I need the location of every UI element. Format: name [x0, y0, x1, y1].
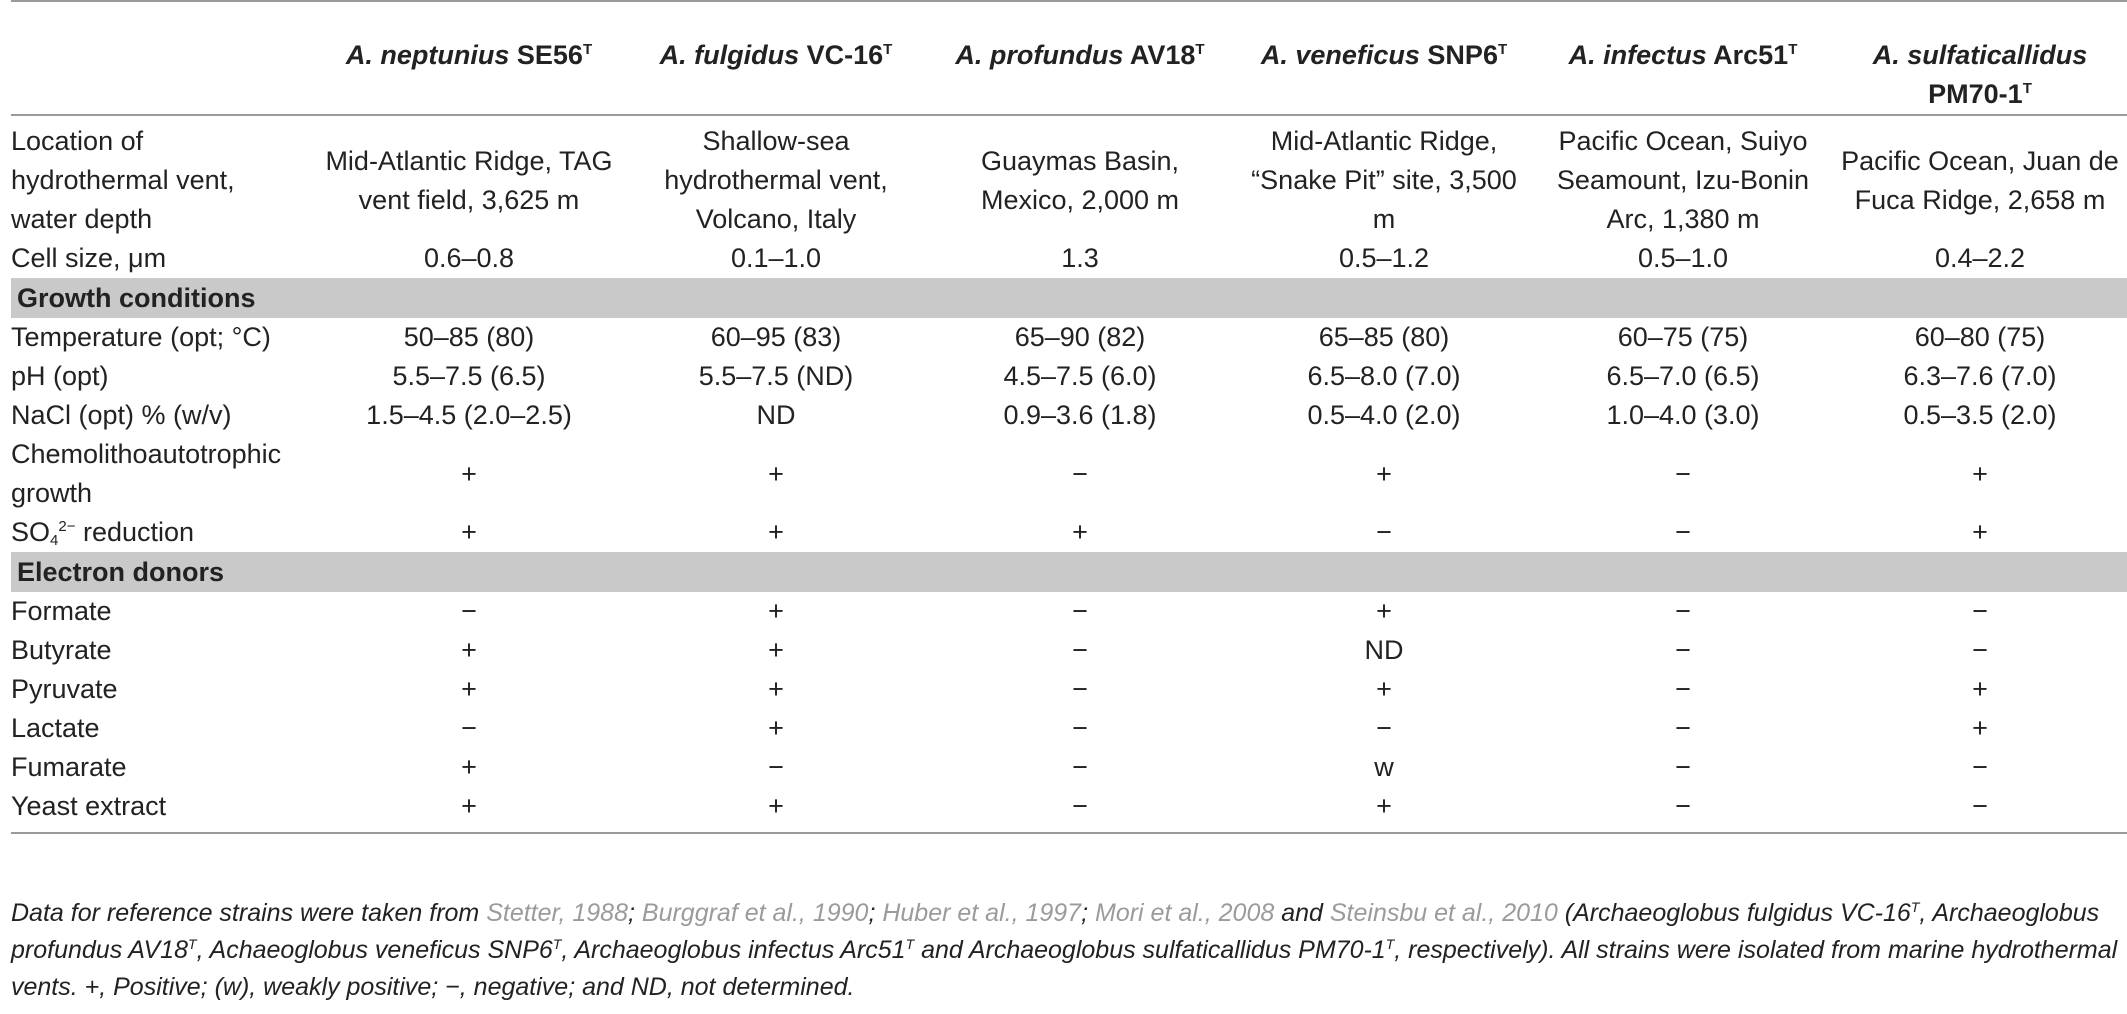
row-label: $SO_4^{2-}$ reduction	[11, 517, 195, 549]
table-cell: −	[1675, 517, 1691, 547]
table-cell: Guaymas Basin, Mexico, 2,000 m	[980, 145, 1180, 215]
table-cell: w	[1374, 752, 1394, 782]
table-cell: −	[1675, 752, 1691, 782]
table-cell: +	[461, 674, 477, 704]
header-strain-6: A. sulfaticallidus $PM70-1^T$	[1833, 1, 2127, 115]
table-cell: −	[461, 713, 477, 743]
table-cell: Mid-Atlantic Ridge, “Snake Pit” site, 3,500 m	[1251, 126, 1517, 234]
table-row-formate	[11, 592, 2127, 631]
row-label: pH (opt)	[11, 361, 109, 391]
row-label: Chemolithoautotrophic growth	[11, 439, 282, 508]
section-header-growth	[11, 278, 2127, 318]
table-cell: −	[768, 752, 784, 782]
table-cell: −	[1376, 713, 1392, 743]
header-strain-5: A. infectus $Arc51^T$	[1533, 1, 1833, 115]
table-cell: +	[1972, 674, 1988, 704]
table-cell: 5.5–7.5 (ND)	[698, 361, 854, 391]
table-cell: ND	[756, 400, 796, 430]
table-cell: −	[1072, 635, 1088, 665]
table-cell: +	[627, 787, 925, 833]
table-cell: +	[1235, 787, 1533, 833]
table-cell: 6.3–7.6 (7.0)	[1903, 361, 2057, 391]
table-cell: +	[461, 635, 477, 665]
section-header-donors	[11, 552, 2127, 592]
table-cell: +	[1972, 713, 1988, 743]
table-cell: +	[461, 517, 477, 547]
table-cell: 50–85 (80)	[403, 322, 535, 352]
table-cell: 0.5–4.0 (2.0)	[1307, 400, 1461, 430]
table-cell: Pacific Ocean, Juan de Fuca Ridge, 2,658 m	[1841, 145, 2119, 215]
table-cell: Mid-Atlantic Ridge, TAG vent field, 3,625 m	[325, 145, 613, 215]
table-cell: 5.5–7.5 (6.5)	[392, 361, 546, 391]
table-cell: 0.1–1.0	[730, 243, 822, 273]
row-label: Cell size, μm	[11, 243, 167, 273]
table-cell: 0.4–2.2	[1934, 243, 2026, 273]
section-title: Growth conditions	[11, 278, 2127, 318]
row-label: NaCl (opt) % (w/v)	[11, 400, 232, 430]
table-cell: −	[1972, 596, 1988, 626]
table-cell: −	[1072, 596, 1088, 626]
table-cell: 1.3	[1061, 243, 1099, 273]
reference-link[interactable]: Stetter, 1988	[486, 899, 628, 927]
table-cell: 0.5–3.5 (2.0)	[1903, 400, 2057, 430]
header-empty	[11, 1, 311, 115]
row-label: Fumarate	[11, 752, 127, 782]
table-cell: −	[1072, 752, 1088, 782]
table-cell: +	[768, 635, 784, 665]
table-cell: +	[461, 752, 477, 782]
table-row-chemolithoautotrophic	[11, 435, 2127, 513]
table-cell: 6.5–8.0 (7.0)	[1307, 361, 1461, 391]
row-label: Butyrate	[11, 635, 112, 665]
table-row-ph	[11, 357, 2127, 396]
reference-link[interactable]: Huber et al., 1997	[882, 899, 1082, 927]
section-title: Electron donors	[11, 552, 2127, 592]
table-row-lactate	[11, 709, 2127, 748]
table-footnote: Data for reference strains were taken from Stetter, 1988; Burggraf et al., 1990; Huber et al., 1997; Mori et al., 2008 and Steinsbu et al., 2010 (Archaeoglobus fulgidus $VC-16^T$, Archaeoglobus profundus $AV18^T$, Achaeoglobus veneficus $SNP6^T$, Archaeoglobus infectus $Arc51^T$ and Archaeoglobus sulfaticallidus $PM70-1^T$, respectively). All strains were isolated from marine hydrothermal vents. +, Positive; (w), weakly positive; −, negative; and ND, not determined.	[11, 899, 2118, 1001]
header-strain-3: A. profundus $AV18^T$	[925, 1, 1235, 115]
table-cell: Pacific Ocean, Suiyo Seamount, Izu-Bonin Arc, 1,380 m	[1556, 126, 1810, 234]
table-cell: 0.5–1.2	[1338, 243, 1430, 273]
table-cell: −	[1972, 635, 1988, 665]
table-row-cell-size	[11, 239, 2127, 278]
table-cell: 0.6–0.8	[423, 243, 515, 273]
table-cell: +	[1376, 674, 1392, 704]
table-cell: −	[1072, 713, 1088, 743]
table-cell: 65–85 (80)	[1318, 322, 1450, 352]
table-cell: −	[1072, 674, 1088, 704]
table-cell: −	[1533, 787, 1833, 833]
table-cell: 60–95 (83)	[710, 322, 842, 352]
table-cell: +	[768, 674, 784, 704]
table-row-sulfate-reduction	[11, 513, 2127, 552]
table-row-pyruvate	[11, 670, 2127, 709]
table-cell: 60–75 (75)	[1617, 322, 1749, 352]
table-cell: −	[1972, 752, 1988, 782]
table-cell: −	[1376, 517, 1392, 547]
table-row-butyrate	[11, 631, 2127, 670]
table-cell: −	[1675, 635, 1691, 665]
table-cell: −	[925, 787, 1235, 833]
table-cell: −	[461, 596, 477, 626]
row-label: Pyruvate	[11, 674, 118, 704]
table-cell: 4.5–7.5 (6.0)	[1003, 361, 1157, 391]
table-cell: +	[768, 596, 784, 626]
table-cell: 1.0–4.0 (3.0)	[1606, 400, 1760, 430]
table-cell: ND	[1364, 635, 1404, 665]
table-cell: +	[1376, 596, 1392, 626]
table-cell: 60–80 (75)	[1914, 322, 2046, 352]
table-cell: 65–90 (82)	[1014, 322, 1146, 352]
table-cell: −	[1675, 458, 1691, 489]
table-cell: 0.9–3.6 (1.8)	[1003, 400, 1157, 430]
reference-link[interactable]: Mori et al., 2008	[1095, 899, 1275, 927]
table-row-yeast-extract	[11, 787, 2127, 833]
table-cell: −	[1675, 713, 1691, 743]
table-cell: −	[1675, 674, 1691, 704]
header-strain-2: A. fulgidus $VC-16^T$	[627, 1, 925, 115]
reference-link[interactable]: Burggraf et al., 1990	[641, 899, 869, 927]
table-cell: +	[461, 458, 477, 489]
table-cell: +	[768, 517, 784, 547]
table-row-temperature	[11, 318, 2127, 357]
table-cell: +	[1072, 517, 1088, 547]
row-label: Formate	[11, 596, 112, 626]
table-cell: −	[1833, 787, 2127, 833]
table-cell: +	[311, 787, 627, 833]
table-cell: +	[768, 713, 784, 743]
strain-comparison-table	[11, 0, 2127, 834]
header-row	[11, 1, 2127, 115]
header-strain-1: A. neptunius $SE56^T$	[311, 1, 627, 115]
table-cell: −	[1675, 596, 1691, 626]
row-label: Yeast extract	[11, 787, 311, 833]
table-cell: Shallow-sea hydrothermal vent, Volcano, Italy	[664, 126, 888, 234]
table-cell: 1.5–4.5 (2.0–2.5)	[366, 400, 572, 430]
table-row-nacl	[11, 396, 2127, 435]
table-row-fumarate	[11, 748, 2127, 787]
table-cell: 6.5–7.0 (6.5)	[1606, 361, 1760, 391]
row-label: Location of hydrothermal vent, water depth	[11, 126, 235, 234]
table-cell: +	[1376, 458, 1392, 489]
table-cell: 0.5–1.0	[1637, 243, 1729, 273]
table-cell: −	[1072, 458, 1088, 489]
reference-link[interactable]: Steinsbu et al., 2010	[1329, 899, 1558, 927]
header-strain-4: A. veneficus $SNP6^T$	[1235, 1, 1533, 115]
table-row-location	[11, 115, 2127, 239]
table-cell: +	[768, 458, 784, 489]
table-cell: +	[1972, 517, 1988, 547]
row-label: Lactate	[11, 713, 100, 743]
table-cell: +	[1972, 458, 1988, 489]
row-label: Temperature (opt; °C)	[11, 322, 271, 352]
